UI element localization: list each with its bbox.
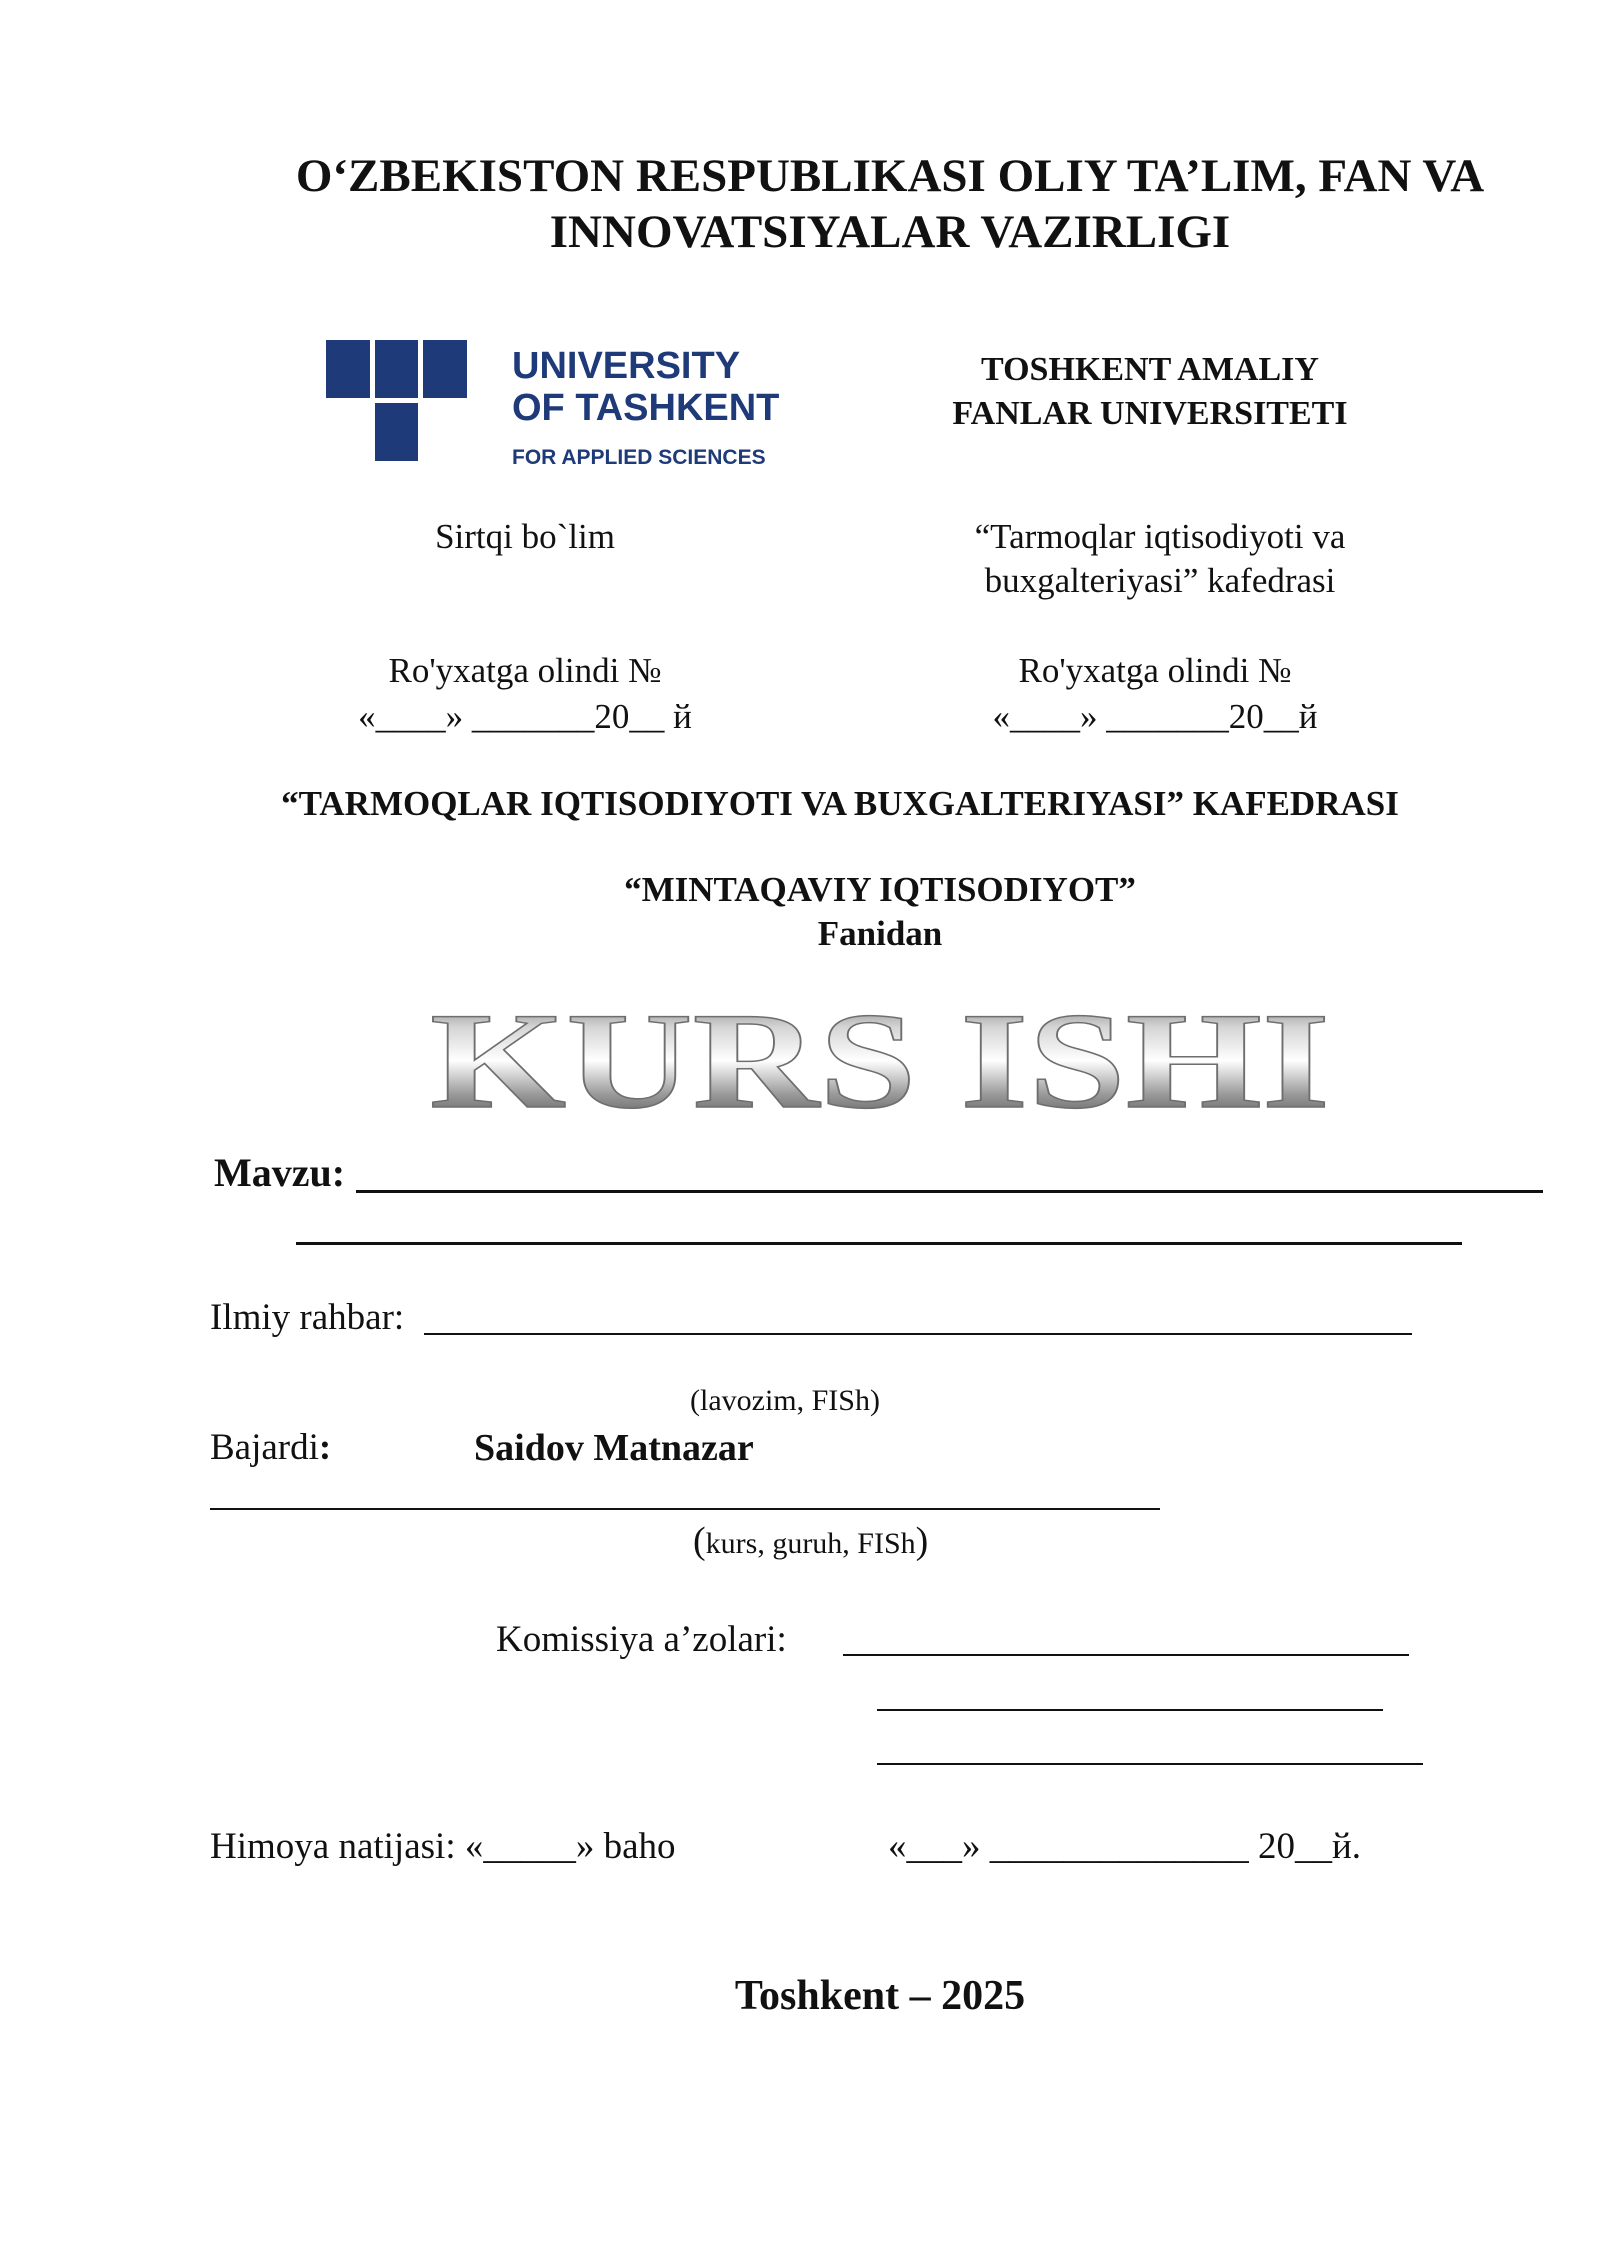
university-logo-graphic [326,340,780,480]
performed-label-colon: : [318,1427,332,1468]
ministry-title [180,148,1600,260]
registration-right-label: Ro'yxatga olindi № [1018,651,1292,690]
topic-line-1[interactable] [356,1190,1543,1193]
ministry-title-line-1: O‘ZBEKISTON RESPUBLIKASI OLIY TA’LIM, FAN VA [295,150,1485,202]
registration-left-date: «____» _______20__ й [358,697,692,736]
registration-left [330,648,720,740]
department-right-line-1: “Tarmoqlar iqtisodiyoti va [974,517,1346,556]
supervisor-line[interactable] [424,1333,1412,1335]
department-left: Sirtqi bo`lim [435,517,615,556]
performed-label [210,1425,331,1471]
supervisor-note: (lavozim, FISh) [690,1384,880,1417]
registration-right-date: «____» _______20__й [992,697,1318,736]
student-name: Saidov Matnazar [474,1427,754,1469]
university-logo [326,340,780,480]
logo-line-3: FOR APPLIED SCIENCES [512,446,766,469]
performed-label-text: Bajardi [210,1427,319,1468]
topic-label: Mavzu: [214,1150,346,1195]
supervisor-label: Ilmiy rahbar: [210,1297,405,1338]
logo-line-1: UNIVERSITY [512,345,741,387]
registration-right [940,648,1370,740]
work-title-text: KURS ISHI [430,984,1330,1137]
work-title [420,984,1340,1137]
ministry-title-line-2: INNOVATSIYALAR VAZIRLIGI [549,206,1231,258]
logo-line-2: OF TASHKENT [512,387,780,429]
student-note-text: kurs, guruh, FISh [705,1527,916,1560]
department-right-line-2: buxgalteriyasi” kafedrasi [984,561,1336,600]
university-name-line-1: TOSHKENT AMALIY [981,351,1319,388]
defense-date: «___» ______________ 20__й. [888,1826,1362,1867]
topic-line-2[interactable] [296,1242,1462,1245]
department-right [900,515,1420,603]
registration-left-label: Ro'yxatga olindi № [388,651,662,690]
commission-line-1[interactable] [843,1654,1409,1656]
subject-name: “MINTAQAVIY IQTISODIYOT” [624,870,1136,909]
student-note [693,1518,928,1567]
university-name [870,348,1430,436]
student-note-open: ( [693,1520,706,1562]
place-year: Toshkent – 2025 [734,1973,1026,2019]
student-note-close: ) [915,1520,929,1562]
commission-line-2[interactable] [877,1709,1383,1711]
university-name-line-2: FANLAR UNIVERSITETI [952,395,1348,432]
commission-line-3[interactable] [877,1763,1423,1765]
subject-suffix: Fanidan [817,914,943,953]
work-title-graphic [420,984,1340,1137]
subject-block [480,868,1280,956]
kafedra-title: “TARMOQLAR IQTISODIYOTI VA BUXGALTERIYASI” KAFEDRASI [281,784,1399,823]
logo-blocks-icon [326,340,467,461]
defense-label: Himoya natijasi: «_____» baho [210,1826,676,1867]
commission-label: Komissiya a’zolari: [496,1619,787,1660]
student-line[interactable] [210,1508,1160,1510]
